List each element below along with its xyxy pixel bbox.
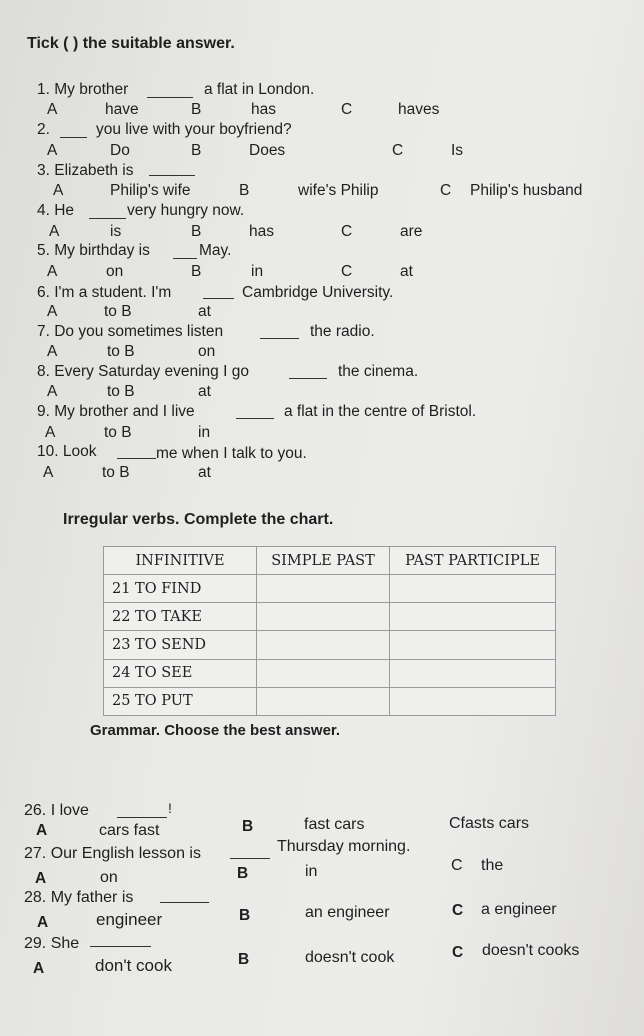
header-simple-past: SIMPLE PAST — [257, 547, 390, 575]
question-9-stem: 9. My brother and I live — [37, 403, 195, 420]
q5-label-a: A — [47, 263, 58, 280]
question-4-stem-end: very hungry now. — [127, 202, 245, 219]
table-row — [104, 631, 556, 659]
simple-past-input[interactable] — [257, 631, 390, 659]
question-6-stem-end: Cambridge University. — [242, 284, 394, 301]
question-5-stem: 5. My birthday is — [37, 242, 150, 259]
question-7-blank[interactable] — [260, 338, 299, 339]
past-participle-input[interactable] — [390, 603, 556, 631]
q9-option-a[interactable]: to B — [104, 424, 132, 441]
q29-label-c: C — [452, 944, 464, 961]
q27-label-c: C — [451, 857, 463, 874]
question-6-blank[interactable] — [203, 298, 234, 299]
worksheet-title: Tick ( ) the suitable answer. — [27, 35, 235, 52]
q1-label-a: A — [47, 101, 58, 118]
q4-option-a[interactable]: is — [110, 223, 122, 240]
question-27-stem: 27. Our English lesson is — [24, 845, 201, 862]
q4-label-c: C — [341, 223, 353, 240]
simple-past-input[interactable] — [257, 575, 390, 603]
question-2-blank[interactable] — [60, 137, 87, 138]
q2-label-a: A — [47, 142, 58, 159]
q3-label-a: A — [53, 182, 64, 199]
question-6-stem: 6. I'm a student. I'm — [37, 284, 172, 301]
q28-option-c[interactable]: a engineer — [481, 901, 557, 918]
verb-cell: 24 TO SEE — [104, 659, 257, 687]
q26-label-a: A — [36, 822, 48, 839]
irregular-verbs-heading: Irregular verbs. Complete the chart. — [63, 511, 334, 528]
verb-cell: 23 TO SEND — [104, 631, 257, 659]
q27-option-b[interactable]: in — [305, 863, 318, 880]
q1-option-a[interactable]: have — [105, 101, 139, 118]
q1-label-b: B — [191, 101, 202, 118]
q5-label-c: C — [341, 263, 353, 280]
question-4-stem: 4. He — [37, 202, 75, 219]
q1-option-c[interactable]: haves — [398, 101, 440, 118]
question-26-stem-end: ! — [168, 800, 172, 816]
q8-option-a[interactable]: to B — [107, 383, 135, 400]
q3-option-c[interactable]: Philip's husband — [470, 182, 583, 199]
q28-label-a: A — [37, 914, 49, 931]
q29-label-a: A — [33, 960, 45, 977]
simple-past-input[interactable] — [257, 659, 390, 687]
q28-option-b[interactable]: an engineer — [305, 904, 390, 921]
q4-option-c[interactable]: are — [400, 223, 423, 240]
question-2-stem: 2. — [37, 121, 50, 138]
q4-option-b[interactable]: has — [249, 223, 274, 240]
q26-option-c[interactable]: Cfasts cars — [449, 815, 530, 832]
q10-option-a[interactable]: to B — [102, 464, 130, 481]
question-1-stem: 1. My brother — [37, 81, 129, 98]
q4-label-b: B — [191, 223, 202, 240]
question-27-blank[interactable] — [230, 858, 270, 859]
simple-past-input[interactable] — [257, 687, 390, 715]
past-participle-input[interactable] — [390, 659, 556, 687]
q26-label-b: B — [242, 818, 254, 835]
q28-label-b: B — [239, 907, 251, 924]
q29-option-a[interactable]: don't cook — [95, 956, 172, 975]
q28-label-c: C — [452, 902, 464, 919]
question-10-stem: 10. Look — [37, 443, 97, 460]
grammar-heading: Grammar. Choose the best answer. — [90, 722, 341, 739]
question-9-blank[interactable] — [236, 418, 274, 419]
irregular-verbs-chart — [103, 546, 556, 716]
question-1-stem-end: a flat in London. — [204, 81, 315, 98]
question-3-blank[interactable] — [149, 175, 195, 176]
question-3-stem: 3. Elizabeth is — [37, 162, 134, 179]
q2-label-c: C — [392, 142, 404, 159]
table-row — [104, 575, 556, 603]
q10-option-b[interactable]: at — [198, 464, 211, 481]
header-infinitive: INFINITIVE — [104, 547, 257, 575]
question-28-stem: 28. My father is — [24, 889, 134, 906]
simple-past-input[interactable] — [257, 603, 390, 631]
question-2-stem-end: you live with your boyfriend? — [96, 121, 292, 138]
question-10-blank[interactable] — [117, 458, 156, 459]
question-9-stem-end: a flat in the centre of Bristol. — [284, 403, 477, 420]
question-26-stem: 26. I love — [24, 802, 89, 819]
question-10-stem-end: me when I talk to you. — [156, 445, 307, 462]
q27-label-b: B — [237, 865, 249, 882]
q2-option-c[interactable]: Is — [451, 142, 464, 159]
q1-label-c: C — [341, 101, 353, 118]
q3-label-c: C — [440, 182, 452, 199]
verb-cell: 21 TO FIND — [104, 575, 257, 603]
q10-label-a: A — [43, 464, 54, 481]
table-row — [104, 687, 556, 715]
question-7-stem-end: the radio. — [310, 323, 375, 340]
q8-label-a: A — [47, 383, 58, 400]
question-29-blank[interactable] — [90, 946, 151, 947]
q3-label-b: B — [239, 182, 250, 199]
q26-option-a[interactable]: cars fast — [99, 822, 160, 839]
question-29-stem: 29. She — [24, 935, 80, 952]
q28-option-a[interactable]: engineer — [96, 910, 163, 929]
q3-option-a[interactable]: Philip's wife — [110, 182, 191, 199]
q4-label-a: A — [49, 223, 60, 240]
q2-option-b[interactable]: Does — [249, 142, 286, 159]
question-26-blank[interactable] — [117, 817, 167, 818]
q27-label-a: A — [35, 870, 47, 887]
q27-option-c[interactable]: the — [481, 857, 504, 874]
q1-option-b[interactable]: has — [251, 101, 276, 118]
table-row — [104, 659, 556, 687]
question-8-blank[interactable] — [289, 378, 327, 379]
past-participle-input[interactable] — [390, 631, 556, 659]
q3-option-b[interactable]: wife's Philip — [298, 182, 379, 199]
q29-label-b: B — [238, 951, 250, 968]
q29-option-c[interactable]: doesn't cooks — [482, 942, 580, 959]
q2-option-a[interactable]: Do — [110, 142, 130, 159]
q5-option-b[interactable]: in — [251, 263, 264, 280]
q27-option-a[interactable]: on — [100, 869, 118, 886]
question-28-blank[interactable] — [160, 902, 209, 903]
q5-option-a[interactable]: on — [106, 263, 124, 280]
header-past-participle: PAST PARTICIPLE — [390, 547, 556, 575]
question-1-blank[interactable] — [147, 97, 193, 98]
q6-option-b[interactable]: at — [198, 303, 211, 320]
q5-option-c[interactable]: at — [400, 263, 413, 280]
q7-option-a[interactable]: to B — [107, 343, 135, 360]
q5-label-b: B — [191, 263, 202, 280]
q7-option-b[interactable]: on — [198, 343, 216, 360]
q26-option-b[interactable]: fast cars — [304, 816, 365, 833]
q7-label-a: A — [47, 343, 58, 360]
question-5-blank[interactable] — [173, 258, 197, 259]
q6-label-a: A — [47, 303, 58, 320]
past-participle-input[interactable] — [390, 575, 556, 603]
question-5-stem-end: May. — [199, 242, 232, 259]
verb-cell: 25 TO PUT — [104, 687, 257, 715]
table-row — [104, 603, 556, 631]
q8-option-b[interactable]: at — [198, 383, 211, 400]
q29-option-b[interactable]: doesn't cook — [305, 949, 395, 966]
q6-option-a[interactable]: to B — [104, 303, 132, 320]
q2-label-b: B — [191, 142, 202, 159]
q9-option-b[interactable]: in — [198, 424, 211, 441]
question-8-stem: 8. Every Saturday evening I go — [37, 363, 249, 380]
past-participle-input[interactable] — [390, 687, 556, 715]
verb-cell: 22 TO TAKE — [104, 603, 257, 631]
question-27-stem-end: Thursday morning. — [277, 838, 411, 855]
question-7-stem: 7. Do you sometimes listen — [37, 323, 224, 340]
question-8-stem-end: the cinema. — [338, 363, 419, 380]
question-4-blank[interactable] — [89, 218, 126, 219]
q9-label-a: A — [45, 424, 56, 441]
